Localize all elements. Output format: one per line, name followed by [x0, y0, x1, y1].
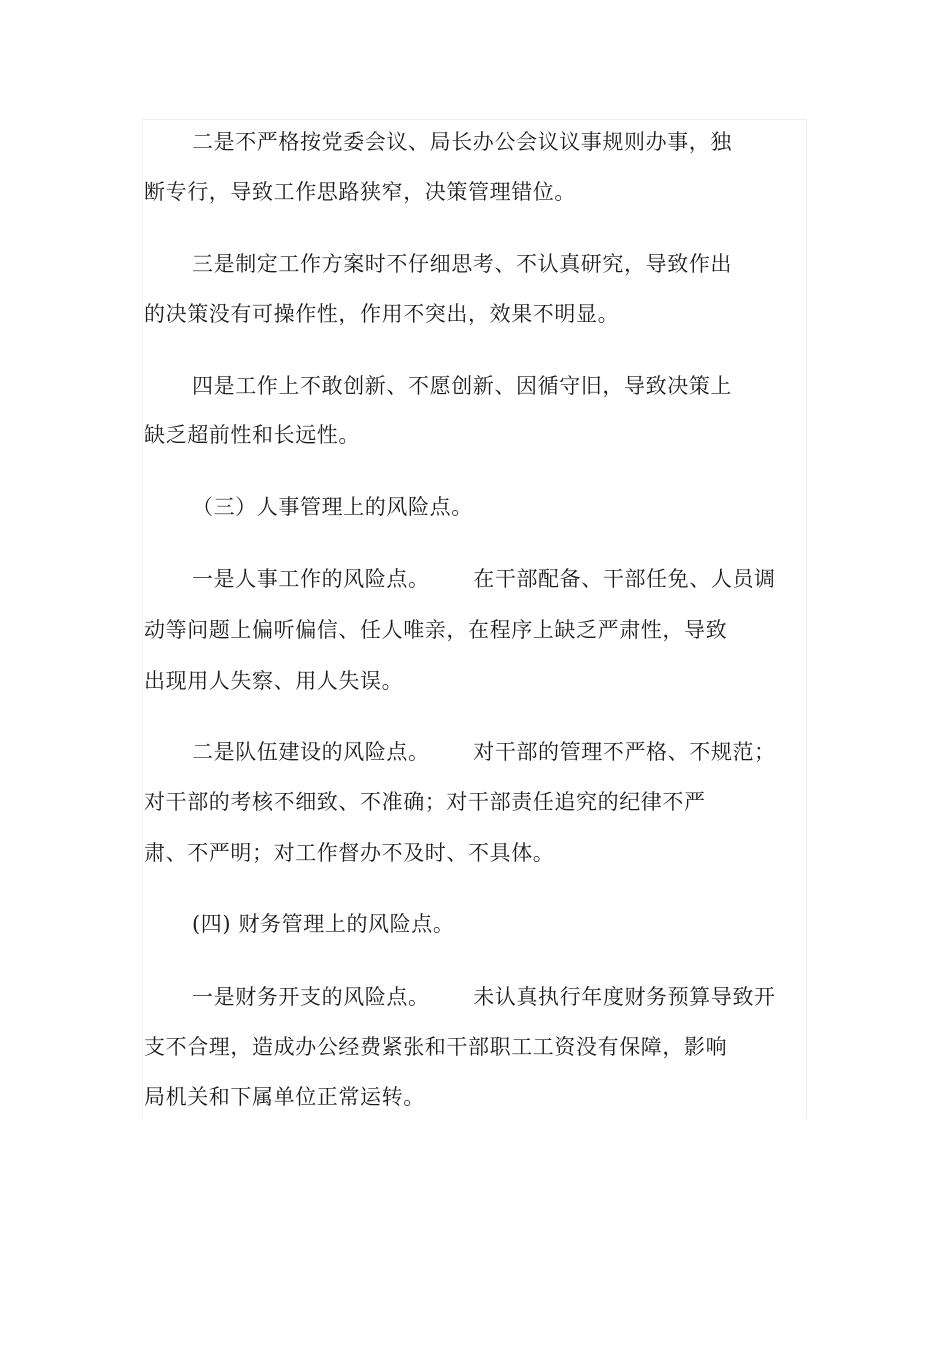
paragraph-fin-1-line-2: 支不合理，造成办公经费紧张和干部职工工资没有保障，影响 [144, 1035, 728, 1059]
paragraph-4-line-2: 缺乏超前性和长远性。 [144, 423, 360, 447]
paragraph-hr-1-line-1: 一是人事工作的风险点。 在干部配备、干部任免、人员调 [192, 567, 776, 591]
paragraph-hr-2-line-1: 二是队伍建设的风险点。 对干部的管理不严格、不规范； [192, 740, 776, 764]
section-heading-3: （三）人事管理上的风险点。 [192, 495, 473, 519]
paragraph-fin-1-line-3: 局机关和下属单位正常运转。 [144, 1085, 425, 1109]
section-heading-4: (四) 财务管理上的风险点。 [192, 912, 455, 936]
paragraph-hr-2-line-3: 肃、不严明；对工作督办不及时、不具体。 [144, 841, 555, 865]
paragraph-hr-1-line-3: 出现用人失察、用人失误。 [144, 669, 404, 693]
paragraph-2-line-1: 二是不严格按党委会议、局长办公会议议事规则办事，独 [192, 130, 732, 154]
paragraph-4-line-1: 四是工作上不敢创新、不愿创新、因循守旧，导致决策上 [192, 374, 732, 398]
paragraph-hr-2-line-2: 对干部的考核不细致、不准确；对干部责任追究的纪律不严 [144, 790, 706, 814]
paragraph-2-line-2: 断专行，导致工作思路狭窄，决策管理错位。 [144, 180, 576, 204]
paragraph-fin-1-line-1: 一是财务开支的风险点。 未认真执行年度财务预算导致开 [192, 985, 776, 1009]
paragraph-3-line-2: 的决策没有可操作性，作用不突出，效果不明显。 [144, 302, 620, 326]
paragraph-3-line-1: 三是制定工作方案时不仔细思考、不认真研究，导致作出 [192, 252, 732, 276]
paragraph-hr-1-line-2: 动等问题上偏听偏信、任人唯亲，在程序上缺乏严肃性，导致 [144, 618, 728, 642]
